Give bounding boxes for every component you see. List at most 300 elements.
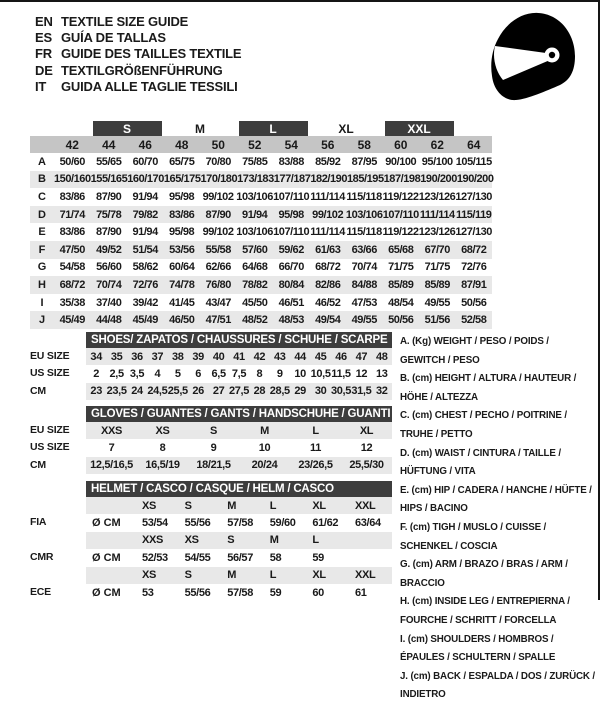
measure-cell: 46/52 (315, 296, 341, 309)
gloves-cell: 20/24 (251, 459, 278, 472)
gloves-table-body (86, 406, 392, 474)
measure-cell: 119/122 (382, 190, 419, 203)
measurement-legend (400, 333, 596, 705)
helmet-size-row (86, 567, 392, 584)
measure-cell: 99/102 (312, 208, 344, 221)
row-letter: B (38, 173, 46, 186)
measure-cell: 68/72 (315, 261, 341, 274)
legend-item: F. (cm) TIGH / MUSLO / CUISSE / SCHENKEL / COSCIA (400, 521, 547, 552)
measure-cell: 64/68 (242, 261, 268, 274)
shoes-cell: 9 (276, 368, 283, 381)
measure-cell: 182/190 (310, 173, 347, 186)
shoes-cell: 5 (174, 368, 181, 381)
measure-cell: 123/126 (418, 190, 456, 203)
measure-cell: 55/65 (96, 155, 122, 168)
measure-cell: 60/64 (169, 261, 195, 274)
shoes-cell: 29 (294, 385, 306, 398)
gloves-cell: 18/21,5 (196, 459, 231, 472)
measure-cell: 84/88 (351, 278, 377, 291)
measure-cell: 51/54 (132, 243, 158, 256)
measure-cell: 72/76 (461, 261, 487, 274)
shoes-cell: 7,5 (231, 368, 247, 381)
helmet-size-cell: M (227, 569, 237, 582)
table-row (30, 206, 492, 224)
shoes-cell: 4 (154, 368, 161, 381)
measure-cell: 90/100 (385, 155, 417, 168)
size-header-cell: 52 (248, 137, 262, 152)
table-row (30, 153, 492, 171)
measure-cell: 53/56 (169, 243, 195, 256)
shoes-cell: 43 (274, 350, 286, 363)
helmet-size-cell: S (184, 569, 192, 582)
helmet-value-row (86, 549, 392, 566)
measure-cell: 43/47 (205, 296, 231, 309)
helmet-value-cell: 52/53 (142, 551, 168, 564)
measure-cell: 68/72 (461, 243, 487, 256)
measure-cell: 44/48 (96, 314, 122, 327)
size-header-cell: 62 (430, 137, 444, 152)
shoes-cell: 28 (253, 385, 266, 398)
shoes-cell: 41 (233, 350, 245, 363)
language-code: FR (35, 46, 52, 62)
shoes-row (86, 365, 392, 382)
helmet-icon (482, 6, 582, 106)
gloves-size-table (30, 406, 392, 474)
table-row (30, 294, 492, 312)
gloves-cell: 7 (108, 442, 115, 455)
measure-cell: 119/122 (382, 226, 419, 239)
measure-cell: 45/50 (242, 296, 268, 309)
gloves-cell: 23/26,5 (298, 459, 333, 472)
language-title: GUIDE DES TAILLES TEXTILE (61, 46, 242, 62)
shoes-cell: 46 (335, 350, 347, 363)
measure-cell: 173/183 (237, 173, 274, 186)
helmet-label-spacer (30, 532, 86, 549)
helmet-value-cell: 59 (312, 551, 324, 564)
measure-cell: 66/70 (278, 261, 304, 274)
helmet-value-cell: 63/64 (354, 517, 381, 530)
gloves-cell: 25,5/30 (349, 459, 384, 472)
shoes-cell: 8 (256, 368, 263, 381)
table-row (30, 241, 492, 259)
helmet-size-cell: XL (312, 569, 326, 582)
helmet-value-cell: 53 (142, 586, 154, 599)
measure-cell: 65/75 (169, 155, 195, 168)
legend-item: H. (cm) INSIDE LEG / ENTREPIERNA / FOURCHE / SCHRITT / FORCELLA (400, 596, 570, 626)
size-header-cell: 58 (357, 137, 371, 152)
row-letter: C (38, 190, 46, 203)
row-letter: F (38, 243, 46, 256)
measure-cell: 83/86 (59, 226, 85, 239)
gloves-cell: M (260, 424, 269, 437)
language-code: DE (35, 62, 53, 78)
shoes-cell: 31,5 (351, 385, 372, 398)
measure-cell: 103/106 (236, 226, 273, 239)
measure-cell: 127/130 (455, 190, 492, 203)
helmet-size-row (86, 532, 392, 549)
measure-cell: 37/40 (96, 296, 122, 309)
measure-cell: 103/106 (345, 208, 383, 221)
size-header-cell: 46 (138, 137, 152, 152)
measure-cell: 115/119 (456, 208, 492, 221)
measure-cell: 39/42 (132, 296, 158, 309)
measure-cell: 87/90 (96, 226, 122, 239)
measure-cell: 50/56 (388, 314, 414, 327)
size-header-cell: 60 (394, 137, 408, 152)
shoes-cell: 28,5 (269, 385, 290, 398)
helmet-label-spacer (30, 567, 86, 584)
shoes-cell: 6,5 (211, 368, 226, 381)
measure-cell: 87/95 (351, 155, 377, 168)
measure-cell: 71/75 (388, 261, 414, 274)
legend-item: B. (cm) HEIGHT / ALTURA / HAUTEUR / HÖHE / ALTEZZA (400, 373, 577, 403)
helmet-size-cell: XXL (354, 569, 376, 582)
size-header-row (30, 136, 492, 153)
measure-cell: 91/94 (242, 208, 268, 221)
helmet-size-cell: L (269, 499, 277, 512)
shoes-cell: 48 (376, 350, 388, 363)
helmet-value-cell: 57/58 (227, 517, 253, 530)
legend-item: C. (cm) CHEST / PECHO / POITRINE / TRUHE / PETTO (400, 410, 567, 440)
measure-cell: 72/76 (132, 278, 158, 291)
helmet-value-cell: 55/56 (184, 517, 211, 530)
shoes-table-title: SHOES/ ZAPATOS / CHAUSSURES / SCHUHE / SCARPE (86, 332, 392, 348)
measure-cell: 54/58 (59, 261, 85, 274)
shoes-row (86, 383, 392, 400)
size-header-cell: 50 (211, 137, 225, 152)
shoes-cell: 35 (110, 350, 123, 363)
helmet-value-cell: 56/57 (227, 551, 253, 564)
helmet-size-cell: S (184, 499, 192, 512)
measure-cell: 51/56 (424, 314, 450, 327)
helmet-size-cell: XS (142, 569, 156, 582)
shoes-cell: 45 (314, 350, 327, 363)
measure-cell: 190/200 (456, 173, 494, 186)
row-letter: J (38, 314, 46, 327)
legend-item: I. (cm) SHOULDERS / HOMBROS / ÉPAULES / SCHULTERN / SPALLE (400, 633, 556, 664)
language-title: GUIDA ALLE TAGLIE TESSILI (61, 78, 238, 94)
measure-cell: 74/78 (169, 278, 195, 291)
measure-cell: 115/118 (346, 226, 382, 239)
helmet-value-cell: 53/54 (142, 517, 168, 530)
helmet-size-cell: L (312, 534, 319, 547)
shoes-size-table (30, 332, 392, 400)
measure-cell: 78/82 (242, 278, 268, 291)
helmet-value-cell: 59 (269, 586, 282, 599)
measure-cell: 47/53 (351, 296, 377, 309)
measure-cell: 57/60 (242, 243, 268, 256)
gloves-cell: 10 (258, 442, 271, 455)
gloves-cell: L (312, 424, 319, 437)
measure-cell: 127/130 (455, 226, 492, 239)
helmet-size-cell: XL (312, 499, 326, 512)
table-row (30, 171, 492, 189)
helmet-table-title: HELMET / CASCO / CASQUE / HELM / CASCO (86, 481, 392, 497)
measure-cell: 95/98 (168, 226, 195, 239)
table-row (30, 223, 492, 241)
measure-cell: 45/49 (132, 314, 158, 327)
shoes-cell: 13 (376, 368, 388, 381)
measure-cell: 49/55 (351, 314, 377, 327)
measure-cell: 59/62 (278, 243, 304, 256)
legend-item: G. (cm) ARM / BRAZO / BRAS / ARM / BRACCIO (400, 559, 568, 589)
helmet-value-cell: 55/56 (184, 586, 211, 599)
size-group-xxl: XXL (385, 121, 454, 136)
helmet-value-cell: 57/58 (227, 586, 253, 599)
gloves-cell: 11 (310, 442, 321, 455)
size-group-m: M (195, 121, 205, 136)
gloves-cell: 12,5/16,5 (90, 459, 133, 472)
measure-cell: 160/170 (127, 173, 164, 186)
measure-cell: 70/74 (351, 261, 377, 274)
helmet-value-cell: 60 (312, 586, 324, 599)
helmet-size-row (86, 497, 392, 514)
gloves-cell: 9 (210, 442, 217, 455)
helmet-value-row (86, 514, 392, 531)
measure-cell: 115/118 (346, 190, 382, 203)
shoes-cell: 39 (192, 350, 204, 363)
language-row (35, 79, 241, 95)
measure-cell: 187/198 (383, 173, 421, 186)
language-code: ES (35, 30, 52, 46)
measure-cell: 111/114 (419, 208, 455, 221)
measure-cell: 83/88 (278, 155, 304, 168)
gloves-table-title: GLOVES / GUANTES / GANTS / HANDSCHUHE / GUANTI (86, 406, 392, 422)
shoes-table-body (86, 332, 392, 400)
measure-cell: 85/92 (315, 155, 341, 168)
measure-cell: 41/45 (169, 296, 195, 309)
row-letter: E (38, 226, 46, 239)
language-title: TEXTILE SIZE GUIDE (61, 14, 189, 29)
shoes-cell: 38 (172, 350, 184, 363)
measure-cell: 67/70 (424, 243, 450, 256)
measure-cell: 177/187 (273, 173, 311, 186)
measure-cell: 111/114 (310, 226, 345, 239)
gloves-cell: XL (359, 424, 374, 437)
measure-cell: 48/53 (278, 314, 304, 327)
shoes-label: CM (30, 384, 46, 397)
helmet-logo (482, 6, 582, 106)
measure-cell: 49/52 (96, 243, 122, 256)
table-row (30, 276, 492, 294)
gloves-cell: 12 (360, 442, 373, 455)
measure-cell: 87/90 (205, 208, 231, 221)
measure-cell: 50/56 (461, 296, 487, 309)
helmet-value-row (86, 584, 392, 601)
shoes-cell: 47 (355, 350, 368, 363)
legend-item: A. (Kg) WEIGHT / PESO / POIDS / GEWITCH / PESO (400, 336, 549, 366)
measure-cell: 155/165 (90, 173, 128, 186)
measure-cell: 48/54 (388, 296, 414, 309)
language-row (35, 63, 241, 79)
shoes-row (86, 348, 392, 365)
shoes-cell: 25,5 (167, 385, 188, 398)
shoes-cell: 23 (90, 385, 102, 398)
helmet-size-cell: XS (184, 534, 199, 547)
measure-cell: 83/86 (169, 208, 195, 221)
helmet-size-cell: S (227, 534, 235, 547)
shoes-cell: 40 (212, 350, 225, 363)
shoes-cell: 32 (376, 385, 388, 398)
measure-cell: 71/75 (424, 261, 450, 274)
measure-cell: 49/54 (315, 314, 341, 327)
row-letter: H (38, 278, 46, 291)
legend-item: J. (cm) BACK / ESPALDA / DOS / ZURÜCK / INDIETRO (400, 670, 596, 701)
measure-cell: 107/110 (273, 226, 310, 239)
shoes-label: US SIZE (30, 367, 70, 380)
measure-cell: 56/60 (96, 261, 122, 274)
row-letter: I (40, 296, 44, 309)
shoes-cell: 44 (294, 350, 306, 363)
helmet-value-cell: 61/62 (312, 517, 339, 530)
helmet-standard-label: CMR (30, 551, 54, 564)
measure-cell: 70/80 (205, 155, 231, 168)
shoes-cell: 37 (151, 350, 164, 363)
measure-cell: 107/110 (382, 208, 419, 221)
shoes-cell: 42 (253, 350, 266, 363)
measure-cell: 99/102 (202, 226, 234, 239)
measure-cell: 91/94 (132, 190, 158, 203)
measure-cell: 107/110 (273, 190, 310, 203)
textile-size-table (30, 121, 492, 329)
measure-cell: 46/50 (169, 314, 195, 327)
measure-cell: 61/63 (315, 243, 341, 256)
shoes-cell: 27 (212, 385, 225, 398)
shoes-cell: 3,5 (129, 368, 145, 381)
table-row (30, 311, 492, 329)
shoes-cell: 6 (195, 368, 202, 381)
measure-cell: 47/51 (205, 314, 231, 327)
diameter-unit-cell: Ø CM (92, 551, 121, 564)
measure-cell: 85/89 (424, 278, 450, 291)
gloves-row-labels (30, 406, 86, 474)
gloves-label: US SIZE (30, 441, 70, 454)
measure-cell: 95/98 (168, 190, 195, 203)
measure-cell: 71/74 (59, 208, 85, 221)
gloves-row (86, 439, 392, 456)
size-group-xl: XL (338, 121, 354, 136)
helmet-value-cell: 58 (269, 551, 282, 564)
measure-cell: 91/94 (132, 226, 158, 239)
measure-cell: 76/80 (205, 278, 231, 291)
measure-cell: 68/72 (59, 278, 85, 291)
language-row (35, 30, 241, 46)
measure-cell: 75/78 (96, 208, 122, 221)
shoes-cell: 2 (93, 368, 100, 381)
legend-item: E. (cm) HIP / CADERA / HANCHE / HÜFTE / HIPS / BACINO (400, 484, 592, 515)
language-code: IT (35, 78, 47, 94)
gloves-label: CM (30, 458, 46, 471)
measure-cell: 80/84 (278, 278, 304, 291)
helmet-standard-label: ECE (30, 585, 51, 598)
measure-cell: 47/50 (59, 243, 85, 256)
gloves-row (86, 422, 392, 439)
language-row (35, 14, 241, 30)
helmet-size-cell: M (227, 499, 237, 512)
shoes-label: EU SIZE (30, 350, 70, 362)
measure-cell: 190/200 (420, 173, 457, 186)
shoes-cell: 36 (131, 350, 143, 363)
shoes-cell: 27,5 (228, 385, 249, 398)
measure-cell: 170/180 (200, 173, 238, 186)
measure-cell: 87/90 (96, 190, 122, 203)
measure-cell: 65/68 (388, 243, 414, 256)
helmet-value-cell: 59/60 (269, 517, 296, 530)
language-code: EN (35, 14, 53, 29)
shoes-cell: 24 (131, 385, 143, 398)
row-letter: A (38, 155, 46, 168)
shoes-cell: 2,5 (109, 368, 124, 381)
size-header-cell: 48 (175, 137, 189, 152)
gloves-cell: XXS (101, 424, 122, 437)
size-header-cell: 42 (65, 137, 79, 152)
gloves-cell: 8 (159, 442, 166, 455)
language-title: TEXTILGRÖßENFÜHRUNG (61, 62, 223, 78)
measure-cell: 60/70 (132, 155, 158, 168)
helmet-size-cell: M (269, 534, 279, 547)
diameter-unit-cell: Ø CM (92, 517, 121, 530)
helmet-size-cell: XXL (354, 499, 376, 512)
measure-cell: 105/115 (455, 155, 492, 168)
size-header-cell: 56 (321, 137, 335, 152)
measure-cell: 87/91 (461, 278, 487, 291)
gloves-cell: XS (155, 424, 170, 437)
gloves-cell: 16,5/19 (145, 459, 180, 472)
row-letter: G (37, 261, 47, 274)
size-header-cell: 64 (467, 137, 481, 152)
measure-cell: 165/175 (163, 173, 201, 186)
size-header-cell: 54 (284, 137, 298, 152)
table-row (30, 259, 492, 277)
shoes-cell: 34 (90, 350, 102, 363)
gloves-row (86, 457, 392, 474)
language-row (35, 46, 241, 62)
measure-cell: 83/86 (59, 190, 85, 203)
measure-cell: 111/114 (310, 190, 345, 203)
table-row (30, 188, 492, 206)
size-group-row (30, 121, 492, 136)
shoes-cell: 30 (314, 385, 327, 398)
helmet-size-cell: L (269, 569, 277, 582)
shoes-row-labels (30, 332, 86, 400)
measure-cell: 185/195 (347, 173, 384, 186)
shoes-cell: 26 (192, 385, 204, 398)
helmet-size-cell: XXS (142, 534, 163, 547)
measure-cell: 95/98 (278, 208, 304, 221)
size-group-l: L (239, 121, 308, 136)
shoes-cell: 30,5 (330, 385, 351, 398)
measure-cell: 79/82 (132, 208, 158, 221)
shoes-cell: 10,5 (310, 368, 331, 381)
measure-cell: 82/86 (315, 278, 341, 291)
measure-cell: 48/52 (242, 314, 268, 327)
measure-cell: 70/74 (96, 278, 122, 291)
shoes-cell: 23,5 (106, 385, 127, 398)
legend-item: D. (cm) WAIST / CINTURA / TAILLE / HÜFTUNG / VITA (400, 447, 561, 478)
shoes-cell: 11,5 (331, 368, 351, 381)
helmet-label-spacer (30, 497, 86, 514)
helmet-value-cell: 61 (354, 586, 367, 599)
measure-cell: 85/89 (388, 278, 414, 291)
measure-cell: 103/106 (236, 190, 273, 203)
measure-cell: 123/126 (418, 226, 456, 239)
measure-cell: 150/160 (54, 173, 91, 186)
measure-cell: 49/55 (424, 296, 450, 309)
measure-cell: 95/100 (421, 155, 453, 168)
diameter-unit-cell: Ø CM (92, 586, 121, 599)
helmet-value-cell: 54/55 (184, 551, 211, 564)
helmet-standard-label: FIA (30, 516, 47, 529)
